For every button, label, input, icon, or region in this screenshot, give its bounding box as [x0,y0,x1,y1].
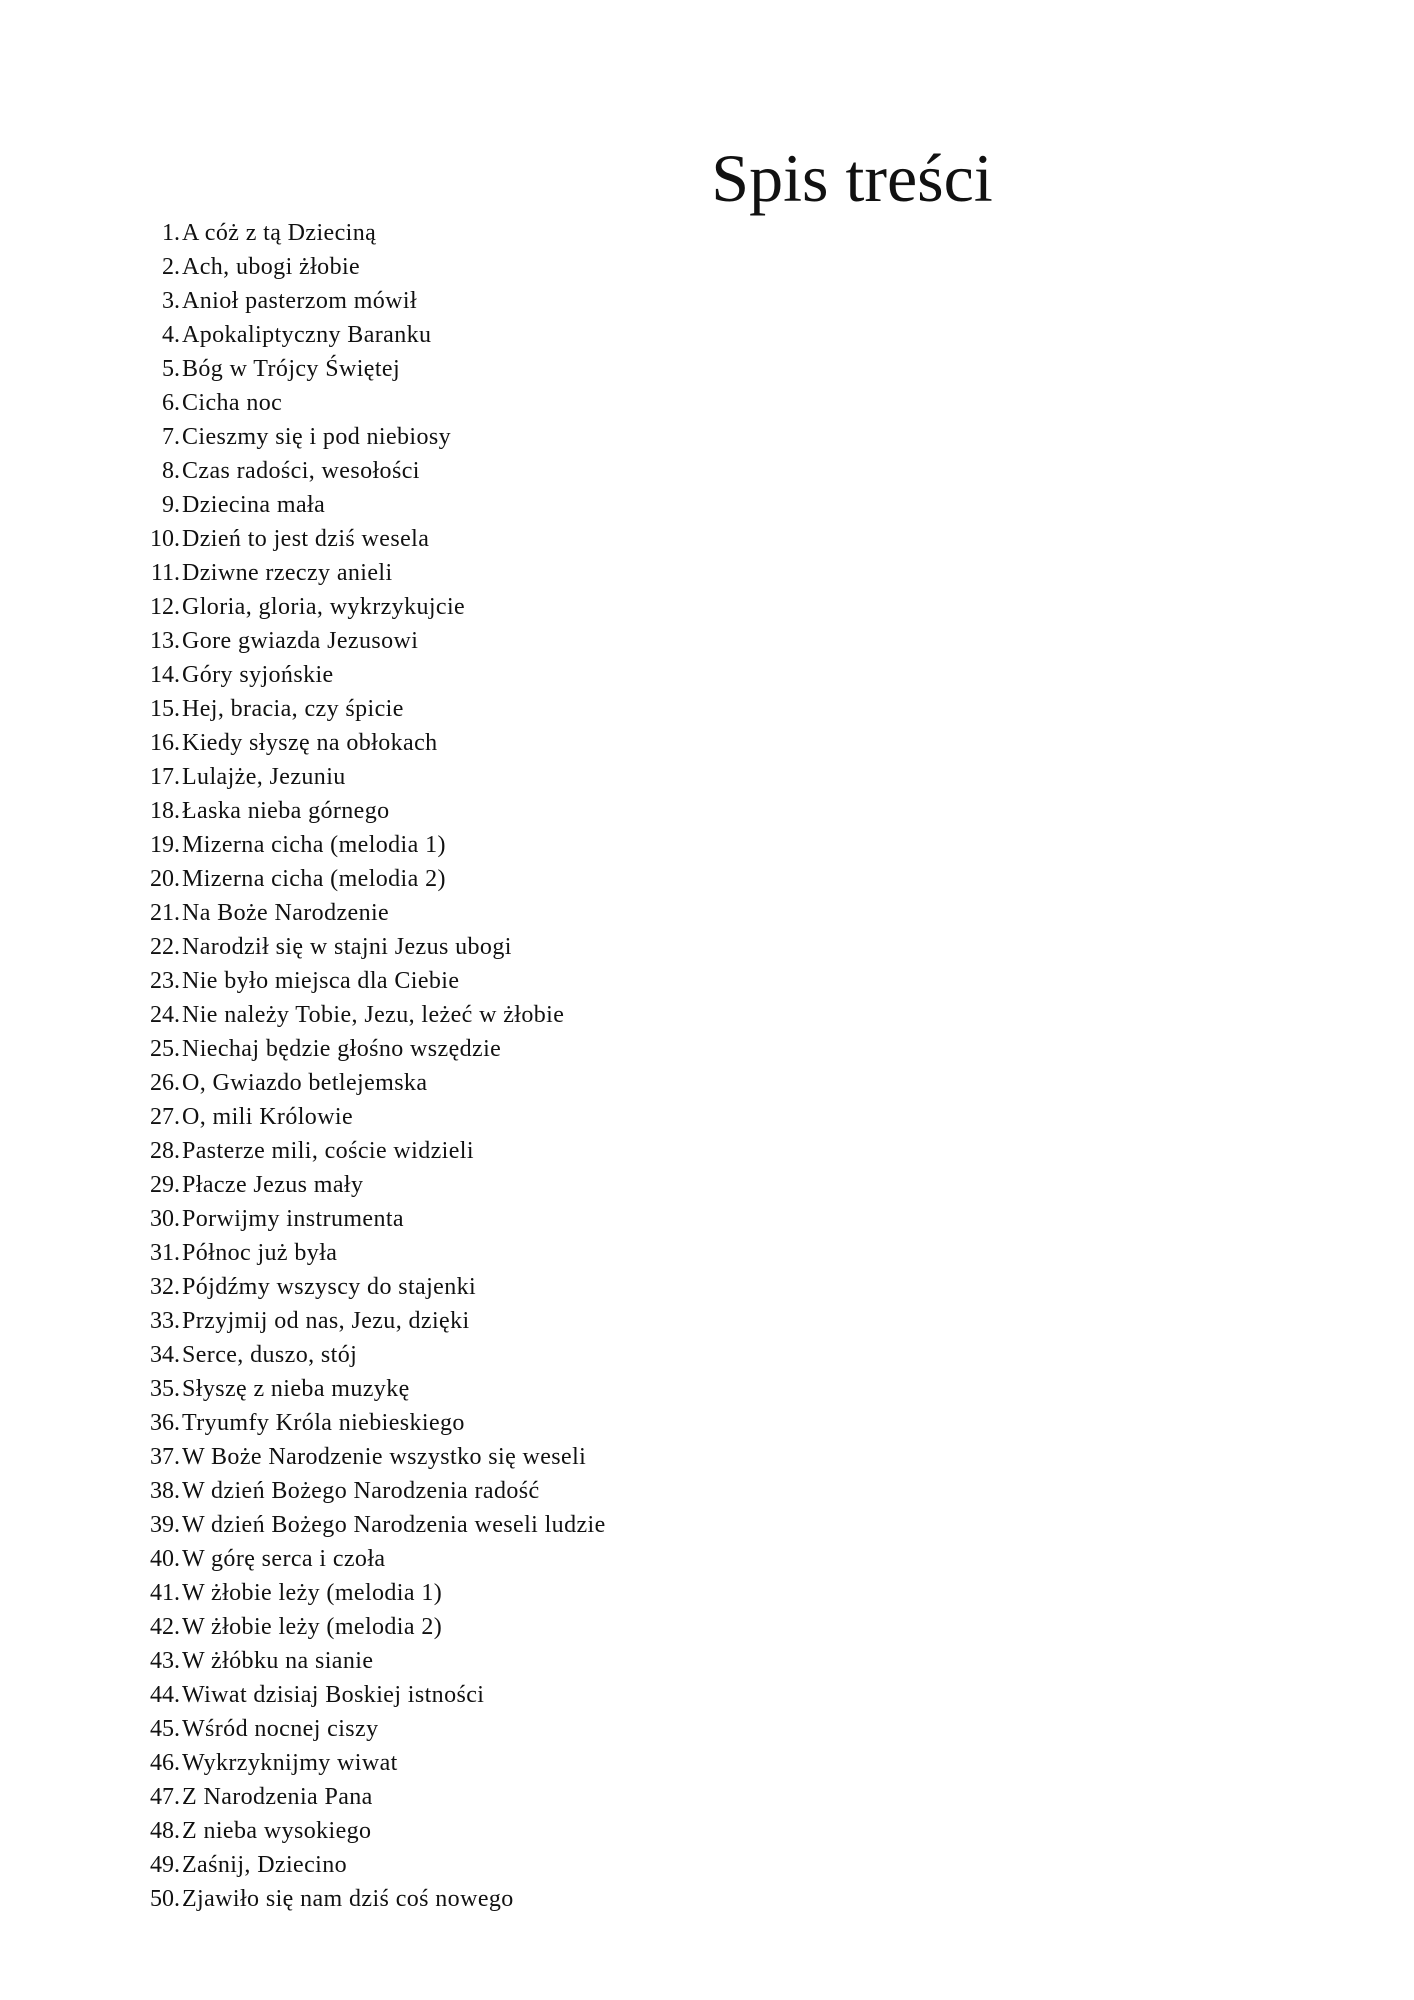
toc-entry-title: Tryumfy Króla niebieskiego [182,1410,465,1436]
toc-entry-title: Bóg w Trójcy Świętej [182,356,401,382]
toc-entry-title: Nie należy Tobie, Jezu, leżeć w żłobie [182,1002,565,1028]
toc-entry-number: 27. [150,1104,180,1130]
toc-entry[interactable] [0,1848,1000,1882]
toc-entry[interactable] [0,1508,1000,1542]
toc-entry[interactable] [0,1712,1000,1746]
toc-entry-title: Cieszmy się i pod niebiosy [182,424,452,450]
toc-entry-number: 28. [150,1138,180,1164]
toc-entry-number: 17. [150,764,180,790]
toc-entry[interactable] [0,1406,1000,1440]
toc-entry[interactable] [0,1270,1000,1304]
toc-entry-title: Ach, ubogi żłobie [182,254,361,280]
toc-entry-title: Wykrzyknijmy wiwat [182,1750,398,1776]
toc-entry-title: Wśród nocnej ciszy [182,1716,379,1742]
toc-entry-number: 40. [150,1546,180,1572]
toc-entry[interactable] [0,930,1000,964]
toc-entry-title: Dziwne rzeczy anieli [182,560,393,586]
toc-entry[interactable] [0,760,1000,794]
toc-entry[interactable] [0,624,1000,658]
toc-entry-title: Serce, duszo, stój [182,1342,358,1368]
toc-entry-number: 16. [150,730,180,756]
toc-entry-title: Hej, bracia, czy śpicie [182,696,404,722]
toc-entry-title: Nie było miejsca dla Ciebie [182,968,460,994]
toc-entry-title: Wiwat dzisiaj Boskiej istności [182,1682,485,1708]
toc-entry-title: Kiedy słyszę na obłokach [182,730,438,756]
toc-entry[interactable] [0,896,1000,930]
toc-entry-number: 12. [150,594,180,620]
toc-entry[interactable] [0,590,1000,624]
toc-entry-title: Narodził się w stajni Jezus ubogi [182,934,512,960]
toc-entry[interactable] [0,964,1000,998]
toc-entry[interactable] [0,522,1000,556]
toc-entry[interactable] [0,1780,1000,1814]
toc-entry[interactable] [0,420,1000,454]
toc-entry-title: Niechaj będzie głośno wszędzie [182,1036,502,1062]
toc-entry-number: 21. [150,900,180,926]
toc-entry-title: Gloria, gloria, wykrzykujcie [182,594,466,620]
toc-entry[interactable] [0,1644,1000,1678]
toc-entry-number: 29. [150,1172,180,1198]
toc-entry[interactable] [0,692,1000,726]
toc-entry-title: Pójdźmy wszyscy do stajenki [182,1274,477,1300]
toc-entry-number: 31. [150,1240,180,1266]
toc-entry-title: Mizerna cicha (melodia 1) [182,832,446,858]
toc-entry-title: Płacze Jezus mały [182,1172,364,1198]
toc-entry[interactable] [0,1576,1000,1610]
toc-entry-title: Góry syjońskie [182,662,334,688]
toc-entry[interactable] [0,1066,1000,1100]
toc-entry-number: 7. [162,424,180,450]
toc-entry-number: 36. [150,1410,180,1436]
toc-entry-title: Anioł pasterzom mówił [182,288,418,314]
toc-entry-title: Północ już była [182,1240,338,1266]
toc-entry-number: 32. [150,1274,180,1300]
toc-entry-number: 43. [150,1648,180,1674]
toc-entry-title: O, Gwiazdo betlejemska [182,1070,428,1096]
toc-entry-number: 4. [162,322,180,348]
toc-entry-number: 46. [150,1750,180,1776]
toc-entry-number: 2. [162,254,180,280]
toc-entry-number: 34. [150,1342,180,1368]
toc-entry[interactable] [0,1304,1000,1338]
toc-entry-title: Zjawiło się nam dziś coś nowego [182,1886,514,1912]
toc-entry-number: 22. [150,934,180,960]
toc-entry[interactable] [0,998,1000,1032]
toc-entry[interactable] [0,1100,1000,1134]
toc-entry-number: 10. [150,526,180,552]
toc-entry-number: 15. [150,696,180,722]
toc-entry[interactable] [0,284,1000,318]
toc-entry-title: Z Narodzenia Pana [182,1784,373,1810]
toc-entry[interactable] [0,862,1000,896]
toc-entry[interactable] [0,352,1000,386]
toc-entry-number: 20. [150,866,180,892]
toc-entry-title: W Boże Narodzenie wszystko się weseli [182,1444,587,1470]
toc-entry-title: Czas radości, wesołości [182,458,420,484]
toc-entry-number: 8. [162,458,180,484]
table-of-contents [0,216,1000,1916]
toc-entry[interactable] [0,828,1000,862]
toc-entry-number: 25. [150,1036,180,1062]
toc-entry[interactable] [0,250,1000,284]
toc-entry-title: Porwijmy instrumenta [182,1206,404,1232]
toc-entry-number: 38. [150,1478,180,1504]
toc-entry-title: A cóż z tą Dzieciną [182,220,377,246]
toc-entry-number: 44. [150,1682,180,1708]
toc-entry-number: 47. [150,1784,180,1810]
toc-entry-number: 3. [162,288,180,314]
toc-entry-number: 39. [150,1512,180,1538]
toc-entry-number: 26. [150,1070,180,1096]
toc-entry[interactable] [0,1882,1000,1916]
toc-entry[interactable] [0,1542,1000,1576]
toc-entry-title: Dzień to jest dziś wesela [182,526,430,552]
toc-entry[interactable] [0,318,1000,352]
toc-entry-title: Z nieba wysokiego [182,1818,372,1844]
toc-entry[interactable] [0,726,1000,760]
toc-entry[interactable] [0,658,1000,692]
toc-entry[interactable] [0,794,1000,828]
toc-entry-title: Zaśnij, Dziecino [182,1852,348,1878]
toc-entry-title: Lulajże, Jezuniu [182,764,346,790]
page-title: Spis treści [711,140,993,216]
toc-entry-title: W żłobie leży (melodia 2) [182,1614,443,1640]
toc-entry-title: Apokaliptyczny Baranku [182,322,432,348]
toc-entry-number: 6. [162,390,180,416]
toc-entry-number: 5. [162,356,180,382]
toc-entry-number: 42. [150,1614,180,1640]
toc-entry-number: 35. [150,1376,180,1402]
toc-entry[interactable] [0,386,1000,420]
toc-entry-number: 37. [150,1444,180,1470]
toc-entry-number: 11. [150,560,180,586]
toc-entry-number: 13. [150,628,180,654]
toc-entry-title: Pasterze mili, coście widzieli [182,1138,474,1164]
toc-entry[interactable] [0,1814,1000,1848]
toc-entry[interactable] [0,488,1000,522]
toc-entry[interactable] [0,1474,1000,1508]
toc-entry[interactable] [0,1168,1000,1202]
toc-entry-number: 23. [150,968,180,994]
toc-entry-title: Słyszę z nieba muzykę [182,1376,410,1402]
toc-entry-number: 41. [150,1580,180,1606]
toc-entry[interactable] [0,1678,1000,1712]
toc-entry-title: Gore gwiazda Jezusowi [182,628,419,654]
toc-entry-title: O, mili Królowie [182,1104,354,1130]
toc-entry-number: 50. [150,1886,180,1912]
toc-entry[interactable] [0,1134,1000,1168]
toc-entry[interactable] [0,1610,1000,1644]
toc-entry-number: 33. [150,1308,180,1334]
toc-entry[interactable] [0,1032,1000,1066]
toc-entry-title: W żłóbku na sianie [182,1648,374,1674]
toc-entry-number: 14. [150,662,180,688]
toc-entry[interactable] [0,556,1000,590]
toc-entry-number: 19. [150,832,180,858]
toc-entry[interactable] [0,1338,1000,1372]
toc-entry-title: Na Boże Narodzenie [182,900,390,926]
toc-entry-number: 30. [150,1206,180,1232]
toc-entry[interactable] [0,454,1000,488]
toc-entry-number: 24. [150,1002,180,1028]
toc-entry-title: W żłobie leży (melodia 1) [182,1580,443,1606]
toc-entry-number: 48. [150,1818,180,1844]
toc-entry-number: 45. [150,1716,180,1742]
toc-entry-title: Łaska nieba górnego [182,798,390,824]
toc-entry-title: W dzień Bożego Narodzenia weseli ludzie [182,1512,606,1538]
toc-entry-number: 18. [150,798,180,824]
toc-entry-title: W górę serca i czoła [182,1546,386,1572]
toc-entry-title: Przyjmij od nas, Jezu, dzięki [182,1308,470,1334]
toc-entry-title: Cicha noc [182,390,283,416]
toc-entry-title: W dzień Bożego Narodzenia radość [182,1478,540,1504]
toc-entry[interactable] [0,1746,1000,1780]
toc-entry[interactable] [0,1372,1000,1406]
toc-entry-number: 1. [162,220,180,246]
toc-entry[interactable] [0,1440,1000,1474]
toc-entry-number: 49. [150,1852,180,1878]
toc-entry-title: Mizerna cicha (melodia 2) [182,866,446,892]
toc-entry-number: 9. [162,492,180,518]
toc-entry[interactable] [0,1236,1000,1270]
toc-entry-title: Dziecina mała [182,492,326,518]
toc-entry[interactable] [0,1202,1000,1236]
toc-entry[interactable] [0,216,1000,250]
